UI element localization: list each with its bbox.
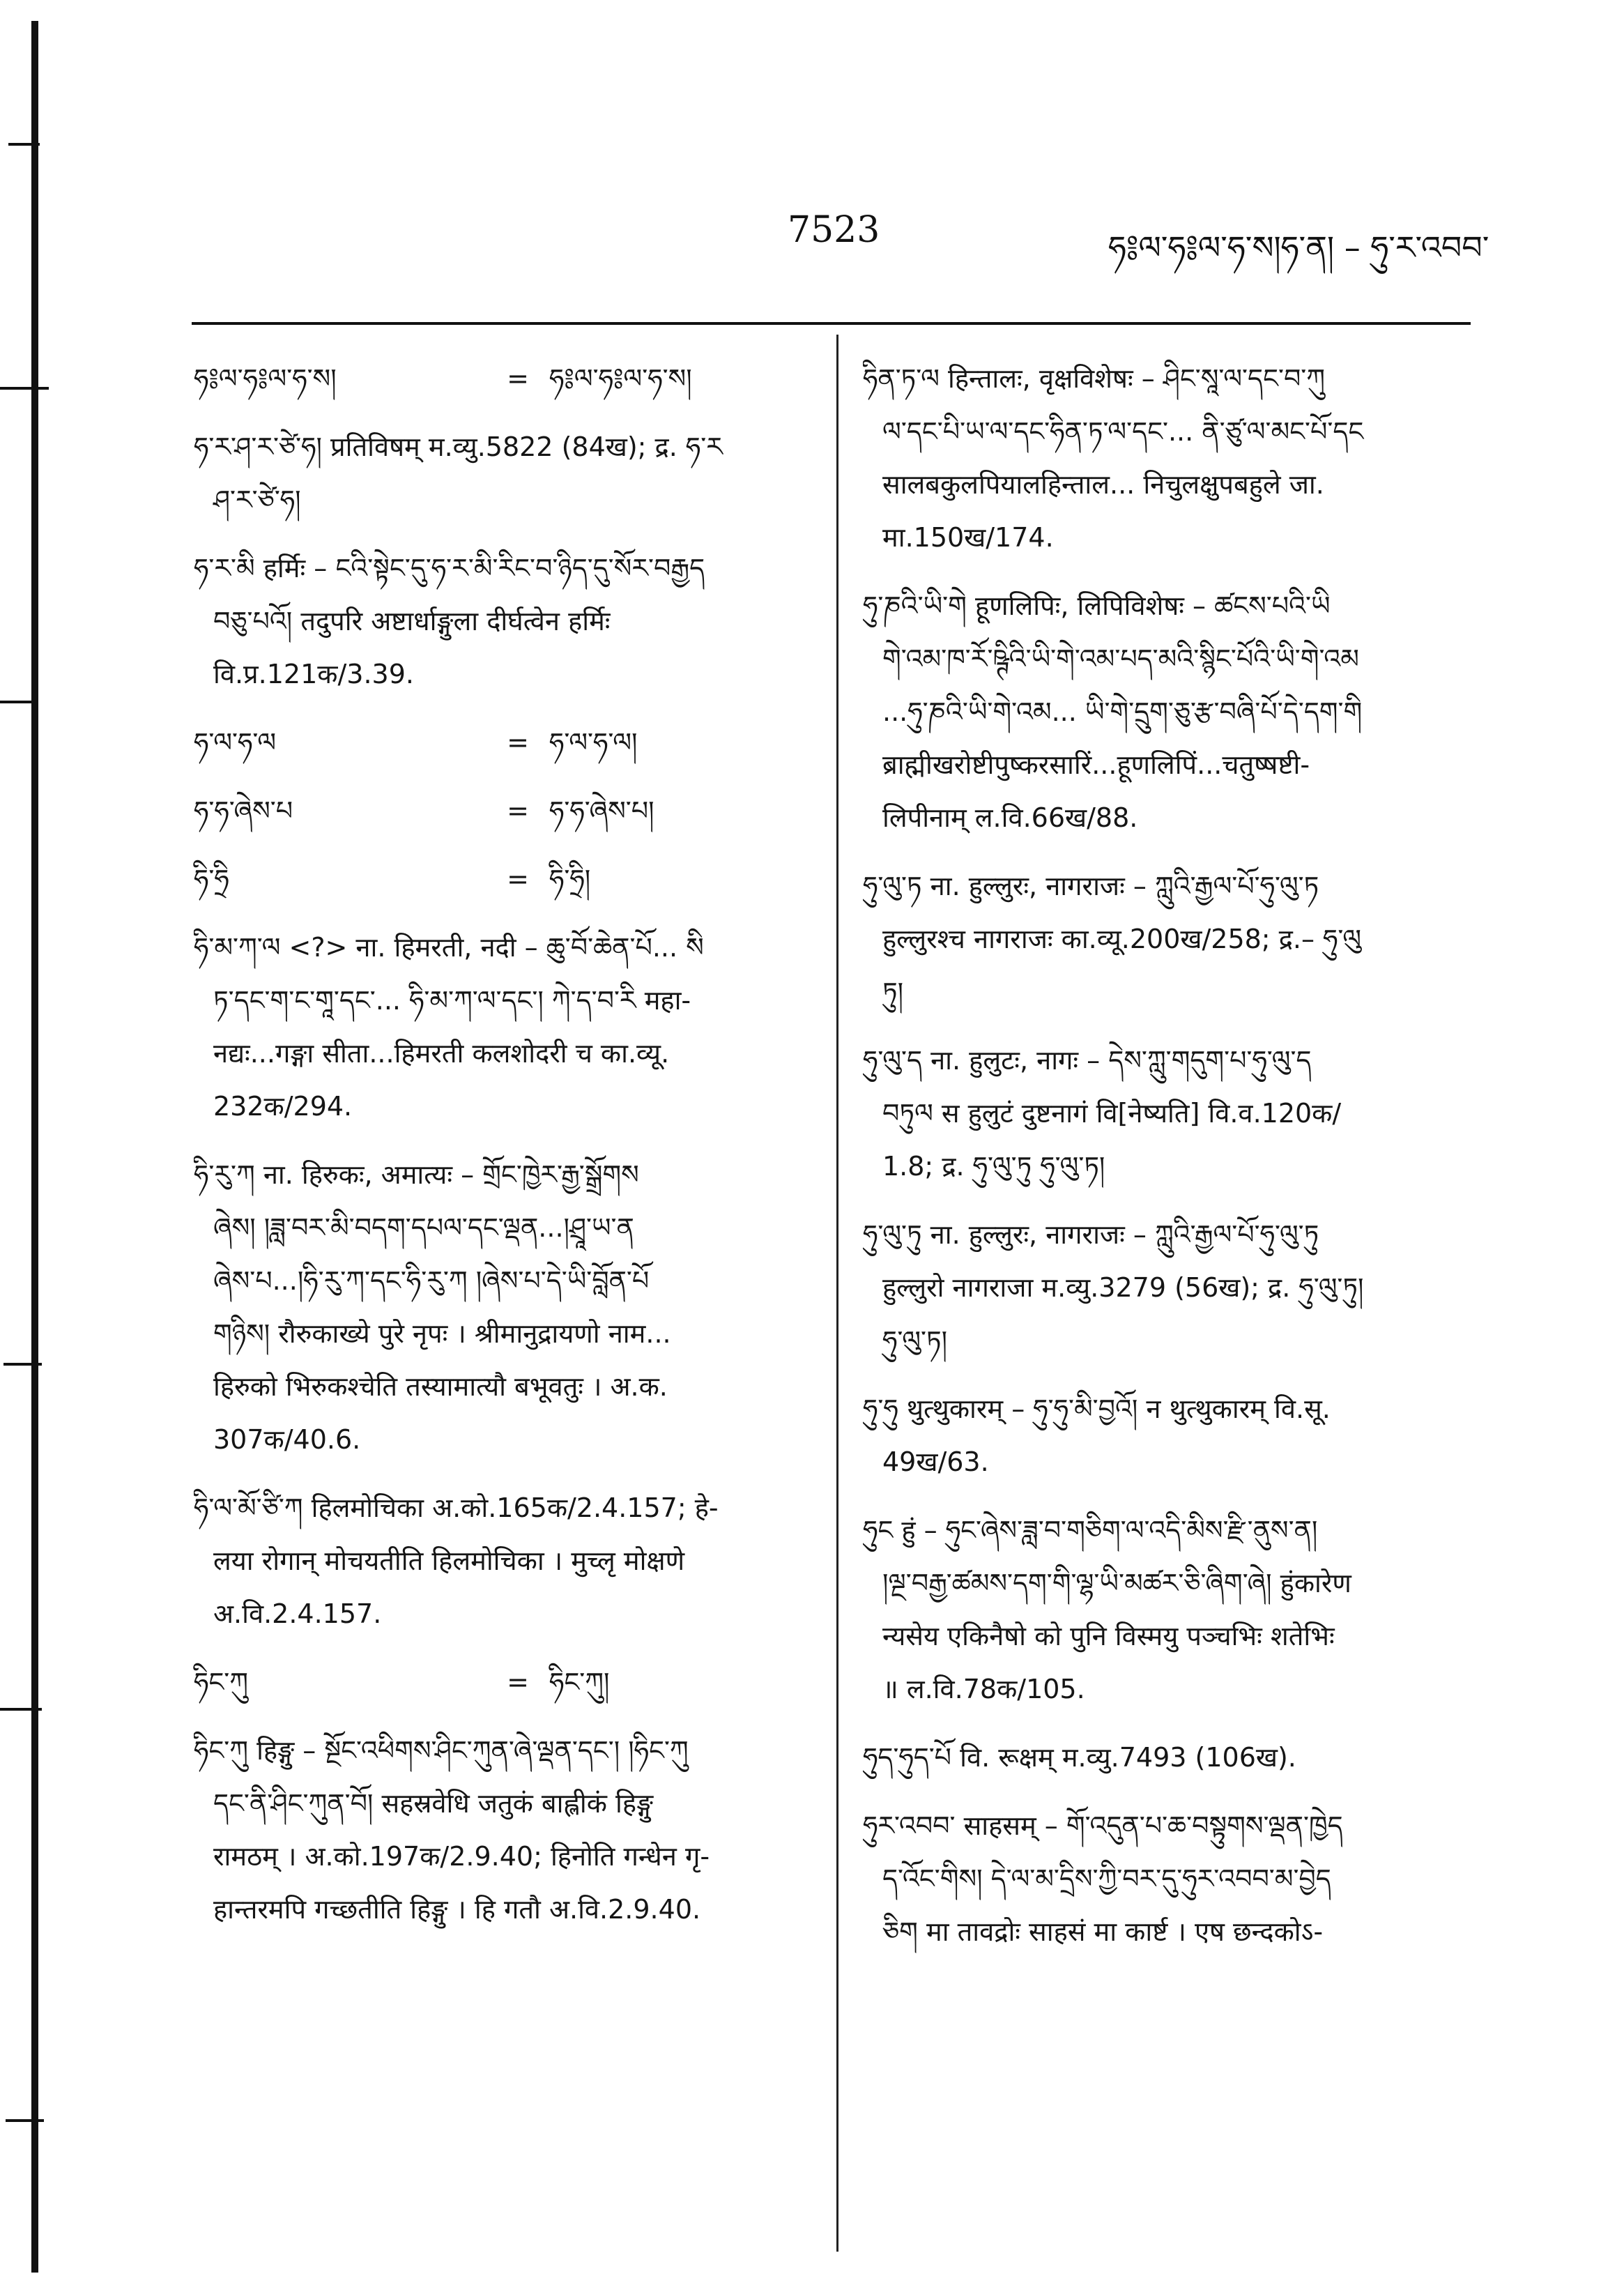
equals-sign: = [507, 1667, 529, 1697]
binding-edge-tick [0, 387, 49, 390]
entry-line: ཤ་ར་ཙེ་ཧ། [213, 484, 301, 515]
column-divider [836, 335, 838, 2252]
entry-line: ཅིག मा तावद्रोः साहसं मा कार्ष्ट । एष छन्दकोऽ- [882, 1916, 1324, 1947]
entry-line: ལ་དང་པི་ཡ་ལ་དང་ཧིན་ཏ་ལ་དང་... ནི་ཙུ་ལ་མང་པོ་དང [882, 416, 1364, 447]
binding-edge-tick [6, 2119, 44, 2122]
cross-reference-entry [194, 716, 807, 769]
binding-edge-tick [0, 701, 35, 703]
entry-line: ཞེས་པ...།ཧི་རུ་ཀ་དང་ཧི་རུ་ཀ །ཞེས་པ་དེ་ཡི་བློན་པོ [213, 1265, 650, 1296]
running-head: ཧ༔ལ་ཧ༔ལ་ཧ་ས།ཧ་ན། – ཧུ་ར་འབབ་ [1108, 229, 1489, 266]
entry-line: 49ख/63. [882, 1446, 989, 1477]
entry-line: 232क/294. [213, 1091, 353, 1122]
equals-sign: = [507, 727, 529, 758]
cross-reference-entry [194, 784, 807, 837]
entry-headline: ཧུང हुं – ཧུང་ཞེས་ཟླ་བ་གཅིག་ལ་འདི་མིས་རྫི་ནུས་ན། [863, 1515, 1318, 1545]
cross-reference-target: ཧིང་ཀུ། [549, 1667, 610, 1697]
entry-line: हान्तरमपि गच्छतीति हिङ्गु । हि गतौ अ.वि.2.9.40. [213, 1894, 701, 1925]
entry-headline: ཧིང་ཀུ हिङ्गु – སྔོང་འཕིགས་ཤིང་ཀུན་ཞེ་ལྡན་དང་། །ཧིང་ཀུ [194, 1735, 689, 1766]
entry-headline: ཧུར་འབབ་ साहसम् – གོ་འདུན་པ་ཆ་བསྟུགས་ལྡན་ཁྱེད [863, 1810, 1343, 1841]
entry-headline: ཧུ་ལུ་ད ना. हुलुटः, नागः – དེས་ཀླུ་གདུག་པ་ཧུ་ལུ་ད [863, 1045, 1312, 1076]
entry-headline: ཧུ་ལུ་ཏ ना. हुल्लुरः, नागराजः – ཀླུའི་རྒྱལ་པོ་ཧུ་ལུ་ཏ [863, 871, 1319, 901]
entry-line: हुल्लुरश्च नागराजः का.व्यू.200ख/258; द्र.– ཧུ་ལུ [882, 924, 1362, 954]
dictionary-entry [863, 1731, 1471, 1784]
entry-headline: ཧུད་ཧུད་པོ वि. रूक्षम् म.व्यु.7493 (106ख). [863, 1742, 1296, 1773]
dictionary-entry [863, 1208, 1471, 1367]
cross-reference-target: ཧི་ཧྲི། [549, 864, 591, 894]
entry-line: हुल्लुरो नागराजा म.व्यु.3279 (56ख); द्र. ཧུ་ལུ་ཏུ། [882, 1272, 1364, 1303]
binding-edge-line [31, 21, 38, 2273]
entry-line: लया रोगान् मोचयतीति हिलमोचिका । मुच्लृ मोक्षणे [213, 1545, 685, 1576]
dictionary-entry [863, 860, 1471, 1018]
page-number: 7523 [788, 209, 880, 251]
cross-reference-entry [194, 1656, 807, 1709]
headword: ཧ་ལ་ཧ་ལ [194, 727, 277, 758]
dictionary-entry [863, 1504, 1471, 1716]
dictionary-entry [863, 1034, 1471, 1193]
cross-reference-entry [194, 853, 807, 906]
dictionary-entry [194, 1724, 807, 1936]
entry-line: अ.वि.2.4.157. [213, 1598, 382, 1629]
right-column [863, 352, 1471, 1973]
cross-reference-target: ཧ་ལ་ཧ་ལ། [549, 727, 638, 758]
equals-sign: = [507, 864, 529, 894]
dictionary-entry [863, 1382, 1471, 1488]
entry-line: न्यसेय एकिनैषो को पुनि विस्मयु पञ्चभिः शतेभिः [882, 1621, 1335, 1651]
entry-line: བཅུ་པའོ། तदुपरि अष्टार्धाङ्गुला दीर्घत्वेन हर्मिः [213, 606, 611, 636]
entry-line: ཧུ་ལུ་ཏ། [882, 1325, 948, 1356]
entry-line: དང་ནི་ཤིང་ཀུན་བོ། सहस्रवेधि जतुकं बाह्लीकं हिङ्गु [213, 1788, 654, 1819]
entry-headline: ཧ་ར་མི हर्मिः – ངའི་སྟེང་དུ་ཧ་ར་མི་རིང་བ་ཉིད་དུ་སོར་བརྒྱད [194, 553, 705, 583]
entry-line: 1.8; द्र. ཧུ་ལུ་ཏུ ཧུ་ལུ་ཏ། [882, 1151, 1105, 1182]
entry-line: हिरुको भिरुकश्चेति तस्यामात्यौ बभूवतुः । अ.क. [213, 1371, 668, 1402]
dictionary-entry [194, 1148, 807, 1466]
dictionary-entry [194, 1481, 807, 1640]
entry-line: ཞེས། །ཟླ་བར་མི་བདག་དཔལ་དང་ལྡན...།ཤྲཱ་ཡ་ན [213, 1212, 634, 1243]
entry-headline: ཧུ་ཧུ थुत्थुकारम् – ཧུ་ཧུ་མི་བྱའོ། न थुत्थुकारम् वि.सू. [863, 1394, 1331, 1424]
entry-line: लिपीनाम् ल.वि.66ख/88. [882, 802, 1138, 833]
entry-line: ...ཧུ་ཎའི་ཡི་གེ་འམ... ཡི་གེ་དྲུག་ཅུ་རྩ་བཞི་པོ་དེ་དག་གི [882, 696, 1363, 727]
entry-line: བཏུལ स हुलुटं दुष्टनागं वि[नेष्यति] वि.व.120क/ [882, 1098, 1342, 1129]
entry-line: །ལྔ་བརྒྱ་ཚམས་དག་གི་ལྷ་ཡི་མཚར་ཅི་ཞིག་ཞེ། हुंकारेण [882, 1568, 1351, 1598]
headword: ཧིང་ཀུ [194, 1667, 249, 1697]
dictionary-entry [194, 921, 807, 1133]
equals-sign: = [507, 363, 529, 394]
entry-line: सालबकुलपियालहिन्ताल... निचुलक्षुपबहुले जा. [882, 469, 1324, 500]
dictionary-entry [863, 352, 1471, 564]
equals-sign: = [507, 795, 529, 826]
dictionary-entry [194, 542, 807, 701]
entry-line: ཏ་དང་ག་ང་གཱ་དང་... ཧི་མ་ཀ་ལ་དང་། ཀེ་ད་བ་རི महा- [213, 985, 691, 1016]
entry-line: ॥ ल.वि.78क/105. [882, 1674, 1085, 1704]
entry-line: 307क/40.6. [213, 1424, 361, 1455]
header-rule [192, 322, 1471, 325]
headword: ཧི་ཧྲི [194, 864, 229, 894]
headword: ཧ་ཧ་ཞེས་པ [194, 795, 293, 826]
entry-line: ད་འོང་གིས། དེ་ལ་མ་དྲིས་ཀྱི་བར་དུ་ཧུར་འབབ་མ་བྱེད [882, 1863, 1331, 1894]
left-column [194, 352, 807, 1951]
entry-line: ཏུ། [882, 977, 904, 1007]
entry-headline: ཧི་མ་ཀ་ལ <?> ना. हिमरती, नदी – ཆུ་བོ་ཆེན་པོ... སི [194, 932, 704, 963]
entry-line: रामठम् । अ.को.197क/2.9.40; हिनोति गन्धेन गृ- [213, 1841, 710, 1872]
binding-edge-tick [8, 143, 40, 146]
headword: ཧ༔ལ་ཧ༔ལ་ཧ་ས། [194, 363, 337, 394]
entry-headline: ཧི་རུ་ཀ ना. हिरुकः, अमात्यः – གྲོང་ཁྱེར་རྒྱ་སྒྲོགས [194, 1159, 639, 1190]
entry-line: གེ་འམ་ཁ་རོ་ཥྚིའི་ཡི་གེ་འམ་པད་མའི་སྙིང་པོའི་ཡི་གེ་འམ [882, 643, 1359, 674]
binding-edge-tick [0, 1708, 42, 1711]
entry-headline: ཧུ་ལུ་ཏུ ना. हुल्लुरः, नागराजः – ཀླུའི་རྒྱལ་པོ་ཧུ་ལུ་ཏུ [863, 1219, 1319, 1250]
entry-line: वि.प्र.121क/3.39. [213, 659, 414, 689]
cross-reference-entry [194, 352, 807, 405]
cross-reference-target: ཧ༔ལ་ཧ༔ལ་ཧ་ས། [549, 363, 692, 394]
entry-headline: ཧུ་ཎའི་ཡི་གེ हूणलिपिः, लिपिविशेषः – ཚངས་པའི་ཡི [863, 590, 1331, 621]
entry-headline: ཧིན་ཏ་ལ हिन्तालः, वृक्षविशेषः – ཤིང་སཱ་ལ་དང་བ་ཀུ [863, 363, 1326, 394]
entry-line: ब्राह्मीखरोष्टीपुष्करसारिं...हूणलिपिं...चतुष्षष्टी- [882, 749, 1310, 780]
dictionary-entry [194, 420, 807, 526]
entry-line: གཉིས། रौरुकाख्ये पुरे नृपः । श्रीमानुद्रायणो नाम... [213, 1318, 671, 1349]
entry-headline: ཧི་ལ་མོ་ཙི་ཀ हिलमोचिका अ.को.165क/2.4.157; हे- [194, 1492, 719, 1523]
entry-headline: ཧ་ར་ཤ་ར་ཙེ་ཧ། प्रतिविषम् म.व्यु.5822 (84ख); द्र. ཧ་ར [194, 432, 723, 462]
dictionary-entry [863, 1799, 1471, 1958]
dictionary-entry [863, 579, 1471, 844]
binding-edge-tick [3, 1363, 42, 1366]
entry-line: मा.150ख/174. [882, 522, 1054, 553]
entry-line: नद्यः...गङ्गा सीता...हिमरती कलशोदरी च का.व्यू. [213, 1038, 670, 1069]
cross-reference-target: ཧ་ཧ་ཞེས་པ། [549, 795, 654, 826]
